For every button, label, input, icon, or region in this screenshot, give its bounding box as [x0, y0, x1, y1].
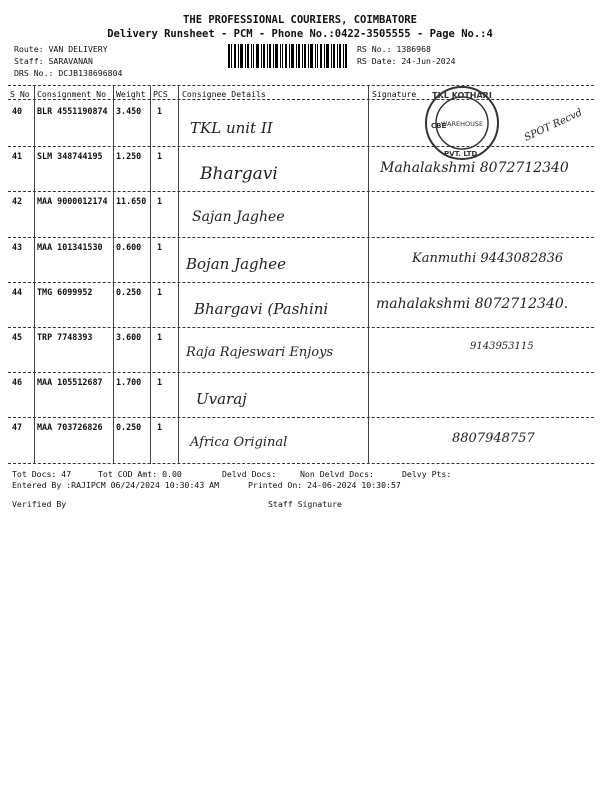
- row-pcs: 1: [157, 422, 163, 433]
- col-sep: [113, 86, 114, 464]
- row-signature-handwriting: Mahalakshmi 8072712340: [380, 160, 569, 177]
- printed-on: Printed On: 24-06-2024 10:30:57: [248, 480, 401, 490]
- row-consignee-handwriting: TKL unit II: [190, 119, 273, 137]
- row-consignment-no: TMG 6099952: [37, 286, 93, 297]
- col-header-signature: Signature: [372, 89, 417, 99]
- svg-text:TKL KOTHARI: TKL KOTHARI: [432, 91, 492, 100]
- svg-text:PVT. LTD.: PVT. LTD.: [444, 150, 480, 158]
- row-pcs: 1: [157, 196, 163, 207]
- row-sno: 45: [12, 332, 23, 342]
- row-weight: 11.650: [116, 196, 147, 207]
- row-consignment-no: TRP 7748393: [37, 332, 93, 342]
- col-sep: [368, 86, 369, 464]
- drs-number: DRS No.: DCJB138696804: [14, 68, 123, 78]
- row-consignment-no: MAA 101341530: [37, 241, 103, 252]
- row-weight: 0.600: [116, 241, 142, 252]
- row-consignment-no: MAA 105512687: [37, 377, 103, 388]
- company-title: THE PROFESSIONAL COURIERS, COIMBATORE: [183, 14, 417, 26]
- delvd-docs: Delvd Docs:: [222, 469, 277, 479]
- svg-text:WAREHOUSE: WAREHOUSE: [440, 120, 484, 128]
- row-sno: 46: [12, 377, 23, 388]
- row-consignee-handwriting: Raja Rajeswari Enjoys: [186, 345, 334, 360]
- row-pcs: 1: [157, 106, 163, 116]
- row-consignment-no: SLM 348744195: [37, 151, 103, 162]
- tot-cod-amt: Tot COD Amt: 0.00: [98, 469, 182, 479]
- row-weight: 1.700: [116, 377, 142, 388]
- rs-date: RS Date: 24-Jun-2024: [357, 56, 456, 66]
- row-signature-handwriting: 8807948757: [452, 431, 535, 447]
- row-divider: [8, 417, 594, 418]
- row-divider: [8, 191, 594, 192]
- row-sno: 40: [12, 106, 23, 116]
- row-pcs: 1: [157, 377, 163, 388]
- row-consignment-no: MAA 9000012174: [37, 196, 108, 207]
- row-divider: [8, 327, 594, 328]
- row-sno: 42: [12, 196, 23, 207]
- row-consignee-handwriting: Bojan Jaghee: [186, 254, 287, 273]
- entered-by: Entered By :RAJIPCM 06/24/2024 10:30:43 AM: [12, 480, 220, 490]
- barcode-image: [228, 44, 348, 68]
- non-delvd-docs: Non Delvd Docs:: [300, 469, 374, 479]
- row-weight: 3.450: [116, 106, 142, 116]
- row-consignee-handwriting: Bhargavi (Pashini: [194, 299, 329, 318]
- row-signature-handwriting: 9143953115: [470, 341, 534, 352]
- col-header-sno: S No: [10, 89, 30, 99]
- row-consignment-no: BLR 4551190874: [37, 106, 108, 116]
- col-sep: [34, 86, 35, 464]
- row-pcs: 1: [157, 151, 163, 162]
- stamp-note: SPOT Recvd: [522, 107, 585, 144]
- header-rule: [8, 99, 594, 100]
- svg-text:CBE: CBE: [431, 122, 447, 130]
- row-pcs: 1: [157, 332, 163, 342]
- route-label: Route: VAN DELIVERY: [14, 44, 108, 54]
- row-divider: [8, 237, 594, 238]
- delvy-pts: Delvy Pts:: [402, 469, 452, 479]
- row-signature-handwriting: mahalakshmi 8072712340.: [376, 295, 569, 312]
- row-consignee-handwriting: Bhargavi: [200, 164, 278, 185]
- col-header-pcs: PCS: [153, 89, 168, 99]
- row-consignee-handwriting: Africa Original: [190, 435, 288, 451]
- row-consignee-handwriting: Sajan Jaghee: [192, 209, 285, 226]
- row-weight: 1.250: [116, 151, 142, 162]
- row-sno: 41: [12, 151, 23, 162]
- row-weight: 0.250: [116, 422, 142, 433]
- row-consignee-handwriting: Uvaraj: [196, 390, 247, 409]
- staff-signature: Staff Signature: [268, 499, 342, 509]
- col-header-consignment: Consignment No: [37, 89, 107, 99]
- runsheet-subtitle: Delivery Runsheet - PCM - Phone No.:0422-3505555 - Page No.:4: [107, 28, 493, 40]
- table-bottom-rule: [8, 463, 594, 464]
- col-sep: [178, 86, 179, 464]
- verified-by: Verified By: [12, 499, 67, 509]
- row-weight: 3.600: [116, 332, 142, 342]
- row-weight: 0.250: [116, 286, 142, 297]
- rs-number: RS No.: 1386968: [357, 44, 431, 54]
- row-pcs: 1: [157, 286, 163, 297]
- row-sno: 47: [12, 422, 23, 433]
- row-consignment-no: MAA 703726826: [37, 422, 103, 433]
- col-header-consignee: Consignee Details: [182, 89, 266, 99]
- col-header-weight: Weight: [116, 89, 146, 99]
- row-sno: 43: [12, 241, 23, 252]
- row-divider: [8, 146, 594, 147]
- col-sep: [150, 86, 151, 464]
- staff-label: Staff: SARAVANAN: [14, 56, 93, 66]
- row-divider: [8, 372, 594, 373]
- table-top-rule: [8, 85, 594, 86]
- tot-docs: Tot Docs: 47: [12, 469, 72, 479]
- row-sno: 44: [12, 286, 23, 297]
- row-pcs: 1: [157, 241, 163, 252]
- row-signature-handwriting: Kanmuthi 9443082836: [412, 250, 564, 266]
- row-divider: [8, 282, 594, 283]
- company-seal-stamp: [423, 84, 501, 162]
